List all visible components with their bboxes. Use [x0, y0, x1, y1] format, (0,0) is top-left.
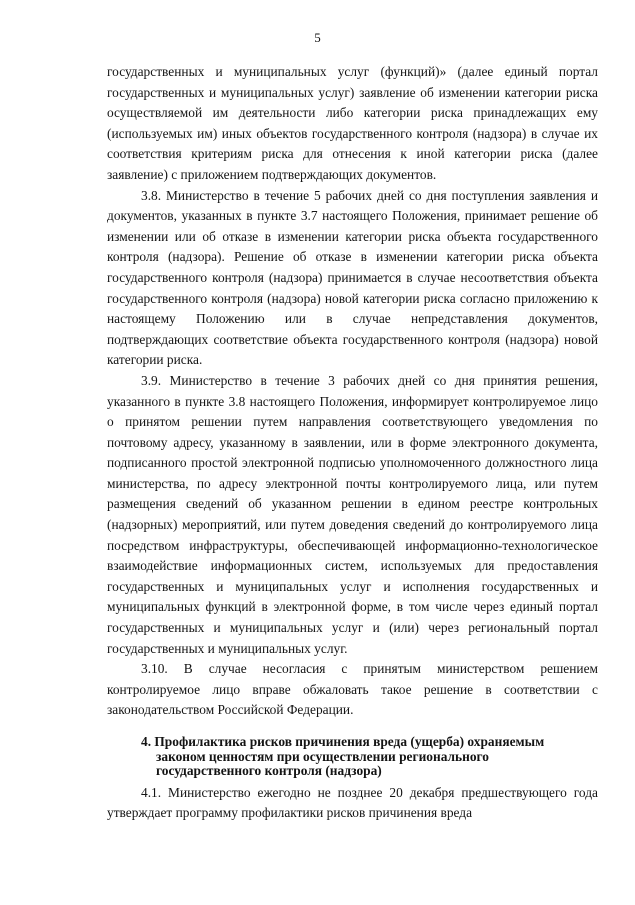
paragraph-continuation: государственных и муниципальных услуг (функций)» (далее единый портал государственных и муниципальных услуг) заявление об изменении категории риска осуществляемой им деятельности либо категории риска принадлежащих ему (используемых им) иных объектов государственного контроля (надзора) в случае их соответствия критериям риска для отнесения к иной категории риска (далее заявление) с приложением подтверждающих документов. — [107, 64, 598, 182]
paragraph-4-1: 4.1. Министерство ежегодно не позднее 20 декабря предшествующего года утверждает программу профилактики рисков причинения вреда — [107, 784, 598, 821]
section-4-heading-line-1: 4. Профилактика рисков причинения вреда (ущерба) охраняемым — [141, 734, 545, 749]
paragraph-3-8: 3.8. Министерство в течение 5 рабочих дней со дня поступления заявления и документов, указанных в пункте 3.7 настоящего Положения, принимает решение об изменении или об отказе в изменении категории риска объекта государственного контроля (надзора). Решение об отказе в изменении категории риска объекта государственного контроля (надзора) принимается в случае несоответствия объекта государственного контроля (надзора) новой категории риска согласно приложению к настоящему Положению или в случае непредставления документов, подтверждающих соответствие объекта государственного контроля (надзора) новой категории риска. — [107, 187, 598, 368]
page-number: 5 — [314, 30, 321, 45]
paragraph-3-9: 3.9. Министерство в течение 3 рабочих дней со дня принятия решения, указанного в пункте 3.8 настоящего Положения, информирует контролируемое лицо о принятом решении путем направления соответствующего уведомления по почтовому адресу, указанному в заявлении, или в форме электронного документа, подписанного простой электронной подписью уполномоченного должностного лица министерства, по адресу электронной почты контролируемого лица, или путем размещения сведений об указанном решении в едином реестре контрольных (надзорных) мероприятий, или путем доведения сведений до контролируемого лица посредством инфраструктуры, обеспечивающей информационно-технологическое взаимодействие информационных систем, используемых для предоставления государственных и муниципальных услуг и исполнения государственных и муниципальных функций в электронной форме, в том числе через единый портал государственных и муниципальных услуг и (или) через региональный портал государственных и муниципальных услуг. — [107, 372, 598, 656]
section-4-heading-line-3: государственного контроля (надзора) — [156, 763, 382, 779]
section-4-heading-line-2: законом ценностям при осуществлении регионального — [156, 748, 489, 764]
document-body — [107, 62, 598, 824]
paragraph-3-10: 3.10. В случае несогласия с принятым министерством решением контролируемое лицо вправе обжаловать такое решение в соответствии с законодательством Российской Федерации. — [107, 661, 598, 718]
section-4-heading — [107, 735, 598, 779]
